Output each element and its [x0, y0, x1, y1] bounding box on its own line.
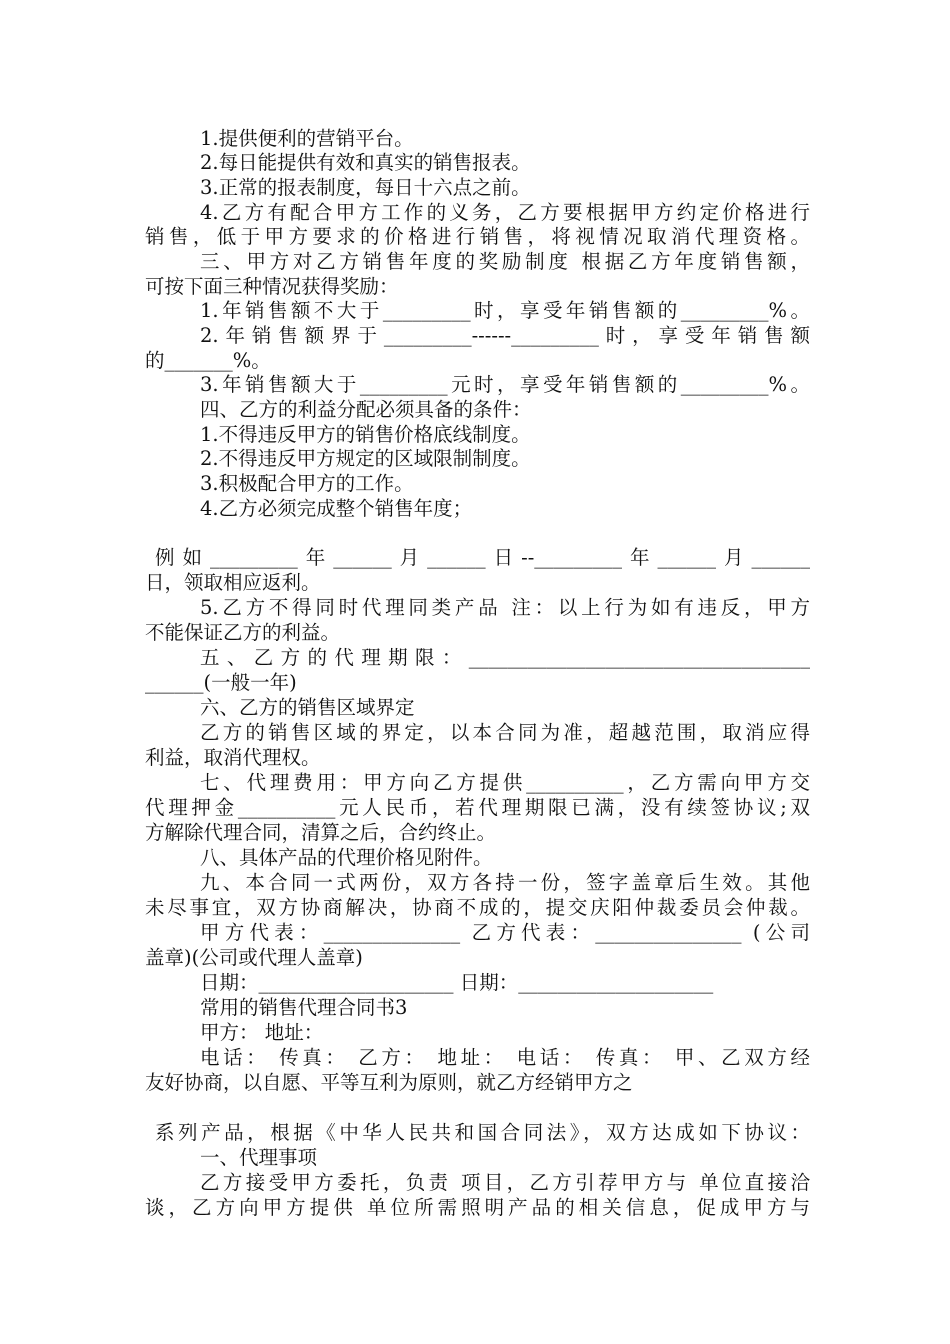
text-line: 2.不得违反甲方规定的区域限制制度。 — [200, 447, 531, 470]
text-line: 乙方接受甲方委托，负责 项目，乙方引荐甲方与 单位直接洽 — [200, 1171, 810, 1194]
text-line: 谈，乙方向甲方提供 单位所需照明产品的相关信息，促成甲方与 — [145, 1196, 810, 1219]
text-line: 1.提供便利的营销平台。 — [200, 127, 414, 150]
text-line: 常用的销售代理合同书3 — [200, 996, 408, 1019]
text-line: 代理押金__________元人民币，若代理期限已满，没有续签协议;双 — [145, 796, 810, 819]
text-line: 方解除代理合同，清算之后，合约终止。 — [145, 821, 497, 844]
text-line: 四、乙方的利益分配必须具备的条件： — [200, 398, 532, 421]
text-line: ______(一般一年) — [145, 671, 297, 694]
text-line: 甲方代表：______________ 乙方代表：_______________ (公司 — [200, 921, 810, 944]
text-line: 系列产品，根据《中华人民共和国合同法》，双方达成如下协议： — [155, 1121, 810, 1144]
text-line: 1.不得违反甲方的销售价格底线制度。 — [200, 423, 531, 446]
text-line: 一、代理事项 — [200, 1146, 318, 1169]
text-line: 3.年销售额大于_________元时，享受年销售额的_________%。 — [200, 373, 810, 396]
text-line: 日，领取相应返利。 — [145, 571, 321, 594]
text-line: 八、具体产品的代理价格见附件。 — [200, 846, 493, 869]
text-line: 五、乙方的代理期限：___________________________________ — [200, 646, 810, 669]
text-line: 乙方的销售区域的界定，以本合同为准，超越范围，取消应得 — [200, 721, 810, 744]
text-line: 4.乙方有配合甲方工作的义务，乙方要根据甲方约定价格进行 — [200, 201, 810, 224]
text-line: 盖章)(公司或代理人盖章) — [145, 946, 363, 969]
text-line: 日期：____________________ 日期：____________________ — [200, 971, 714, 994]
text-line: 例如_________年______月______日--_________年______月______ — [155, 546, 810, 569]
text-line: 2.年销售额界于_________------_________时，享受年销售额 — [200, 324, 810, 347]
text-line: 1.年销售额不大于_________时，享受年销售额的_________%。 — [200, 299, 810, 322]
text-line: 电话： 传真： 乙方： 地址： 电话： 传真： 甲、乙双方经 — [200, 1046, 810, 1069]
text-line: 可按下面三种情况获得奖励： — [145, 275, 399, 298]
text-line: 销售，低于甲方要求的价格进行销售，将视情况取消代理资格。 — [145, 225, 810, 248]
text-line: 友好协商，以自愿、平等互利为原则，就乙方经销甲方之 — [145, 1071, 633, 1094]
text-line: 未尽事宜，双方协商解决，协商不成的，提交庆阳仲裁委员会仲裁。 — [145, 896, 810, 919]
text-line: 九、本合同一式两份，双方各持一份，签字盖章后生效。其他 — [200, 871, 810, 894]
text-line: 六、乙方的销售区域界定 — [200, 696, 415, 719]
text-line: 七、代理费用：甲方向乙方提供__________，乙方需向甲方交 — [200, 771, 810, 794]
text-line: 不能保证乙方的利益。 — [145, 621, 341, 644]
text-line: 5.乙方不得同时代理同类产品 注：以上行为如有违反，甲方 — [200, 596, 810, 619]
text-line: 利益，取消代理权。 — [145, 746, 321, 769]
text-line: 4.乙方必须完成整个销售年度； — [200, 497, 473, 520]
text-line: 3.积极配合甲方的工作。 — [200, 472, 414, 495]
text-line: 三、甲方对乙方销售年度的奖励制度 根据乙方年度销售额， — [200, 250, 810, 273]
text-line: 的_______%。 — [145, 349, 271, 372]
text-line: 3.正常的报表制度，每日十六点之前。 — [200, 176, 531, 199]
text-line: 2.每日能提供有效和真实的销售报表。 — [200, 151, 531, 174]
text-line: 甲方： 地址： — [200, 1021, 324, 1044]
